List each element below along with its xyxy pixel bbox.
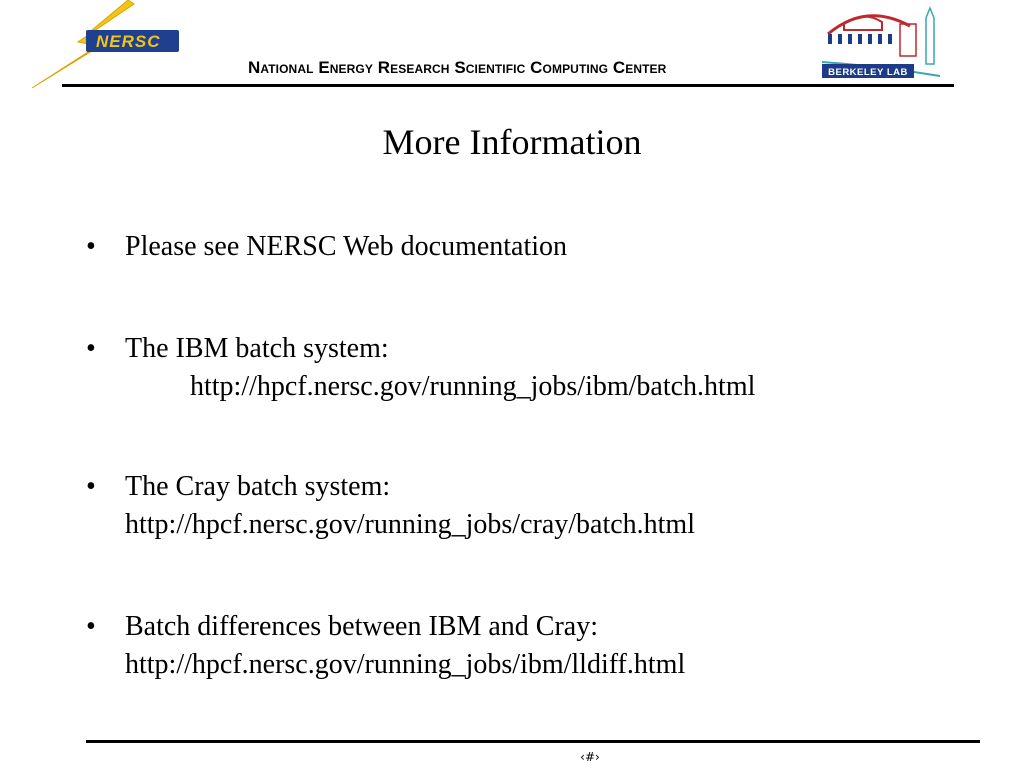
bullet-text: The Cray batch system: bbox=[125, 471, 391, 502]
bullet-dot-icon: • bbox=[86, 231, 96, 262]
nersc-logo bbox=[30, 0, 190, 90]
lab-logo-building bbox=[900, 24, 916, 56]
ibm-batch-link[interactable]: http://hpcf.nersc.gov/running_jobs/ibm/batch.html bbox=[190, 371, 756, 402]
berkeley-lab-logo bbox=[818, 4, 948, 84]
footer-divider bbox=[86, 740, 980, 743]
bullet-dot-icon: • bbox=[86, 611, 96, 642]
lldiff-link[interactable]: http://hpcf.nersc.gov/running_jobs/ibm/lldiff.html bbox=[125, 649, 686, 680]
nersc-logo-text: NERSC bbox=[96, 32, 161, 51]
lab-logo-columns bbox=[828, 34, 892, 44]
header-divider bbox=[62, 84, 954, 87]
org-title: National Energy Research Scientific Computing Center bbox=[248, 58, 667, 77]
bullet-text: Batch differences between IBM and Cray: bbox=[125, 611, 598, 642]
lab-logo-dome-arc bbox=[828, 16, 910, 34]
bullet-text: Please see NERSC Web documentation bbox=[125, 231, 568, 262]
cray-batch-link[interactable]: http://hpcf.nersc.gov/running_jobs/cray/batch.html bbox=[125, 509, 695, 540]
page-number: ‹#› bbox=[580, 750, 600, 764]
lab-logo-text: BERKELEY LAB bbox=[828, 67, 908, 78]
lab-logo-dome bbox=[844, 16, 882, 30]
bullet-text: The IBM batch system: bbox=[125, 333, 389, 364]
slide-title: More Information bbox=[382, 122, 642, 162]
lab-logo-tower bbox=[926, 8, 934, 64]
bullet-dot-icon: • bbox=[86, 471, 96, 502]
bullet-dot-icon: • bbox=[86, 333, 96, 364]
